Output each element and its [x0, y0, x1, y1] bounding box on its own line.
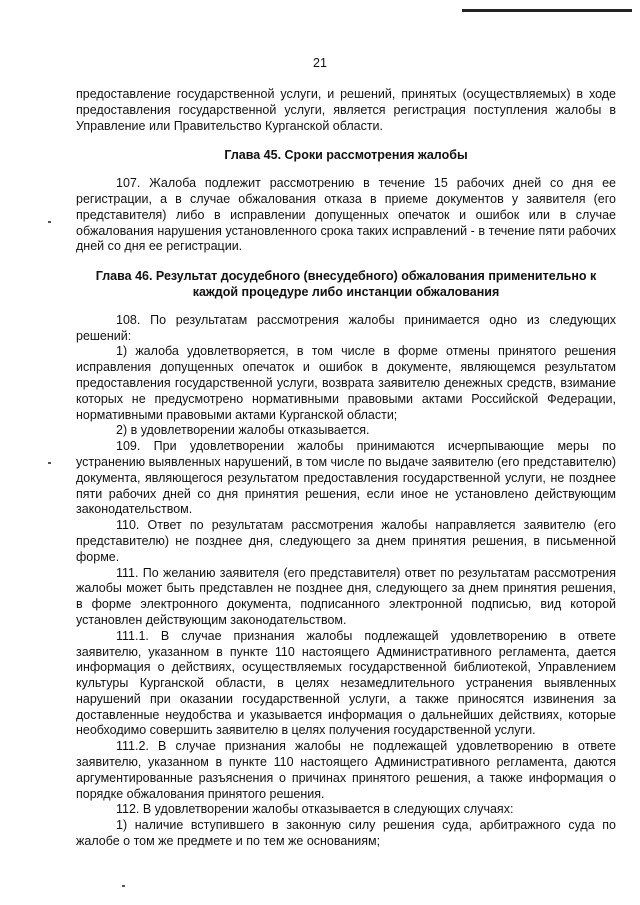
page-number: 21 [313, 56, 327, 70]
paragraph-107: 107. Жалоба подлежит рассмотрению в течение 15 рабочих дней со дня ее регистрации, а в случае обжалования отказа в приеме документов у заявителя (его представителя) либо в исправлении допущенных опечаток и ошибок или в случае обжалования нарушения установленного срока таких исправлений - в течение пяти рабочих дней со дня ее регистрации. [76, 176, 616, 254]
chapter-46-heading: Глава 46. Результат досудебного (внесудебного) обжалования применительно к каждой процедуре либо инстанции обжалования [95, 269, 597, 299]
paragraph-108-item-2: 2) в удовлетворении жалобы отказывается. [116, 423, 370, 438]
paragraph-continuation: предоставление государственной услуги, и решений, принятых (осуществляемых) в ходе предоставления государственной услуги, является регистрация поступления жалобы в Управление или Правительство Курганской области. [76, 87, 616, 133]
top-edge-rule [462, 9, 632, 12]
paragraph-111-2: 111.2. В случае признания жалобы не подлежащей удовлетворению в ответе заявителю, указанном в пункте 110 настоящего Административного регламента, даются аргументированные разъяснения о причинах принятого решения, а также информация о порядке обжалования принятого решения. [76, 739, 616, 801]
paragraph-110: 110. Ответ по результатам рассмотрения жалобы направляется заявителю (его представителю) не позднее дня, следующего за днем принятия решения, в письменной форме. [76, 518, 616, 564]
paragraph-108-item-1: 1) жалоба удовлетворяется, в том числе в форме отмены принятого решения исправления допущенных опечаток и ошибок в документе, являющемся результатом предоставления государственной услуги, возврата заявителю денежных средств, взимание которых не предусмотрено нормативными правовыми актами Российской Федерации, нормативными правовыми актами Курганской области; [76, 344, 616, 422]
margin-mark [48, 221, 51, 223]
paragraph-109: 109. При удовлетворении жалобы принимаются исчерпывающие меры по устранению выявленных нарушений, в том числе по выдаче заявителю (его представителю) документа, являющегося результатом предоставления государственной услуги, не позднее пяти рабочих дней со дня принятия решения, если иное не установлено действующим законодательством. [76, 439, 616, 517]
paragraph-112-item-1: 1) наличие вступившего в законную силу решения суда, арбитражного суда по жалобе о том же предмете и по тем же основаниям; [76, 818, 616, 849]
paragraph-108: 108. По результатам рассмотрения жалобы принимается одно из следующих решений: [76, 312, 616, 343]
document-body [76, 87, 616, 850]
paragraph-111-1: 111.1. В случае признания жалобы подлежащей удовлетворению в ответе заявителю, указанном в пункте 110 настоящего Административного регламента, дается информация о действиях, осуществляемых государственной библиотекой, Управлением культуры Курганской области, в целях незамедлительного устранения выявленных нарушений при оказании государственной услуги, а также приносятся извинения за доставленные неудобства и указывается информация о дальнейших действиях, которые необходимо совершить заявителю в целях получения государственной услуги. [76, 628, 616, 738]
margin-mark [48, 462, 51, 464]
margin-mark [122, 885, 125, 887]
paragraph-112: 112. В удовлетворении жалобы отказывается в следующих случаях: [116, 802, 514, 817]
paragraph-111: 111. По желанию заявителя (его представителя) ответ по результатам рассмотрения жалобы может быть представлен не позднее дня, следующего за днем принятия решения, в форме электронного документа, подписанного электронной подписью, вид которой установлен действующим законодательством. [76, 565, 616, 627]
chapter-45-heading: Глава 45. Сроки рассмотрения жалобы [224, 148, 468, 163]
